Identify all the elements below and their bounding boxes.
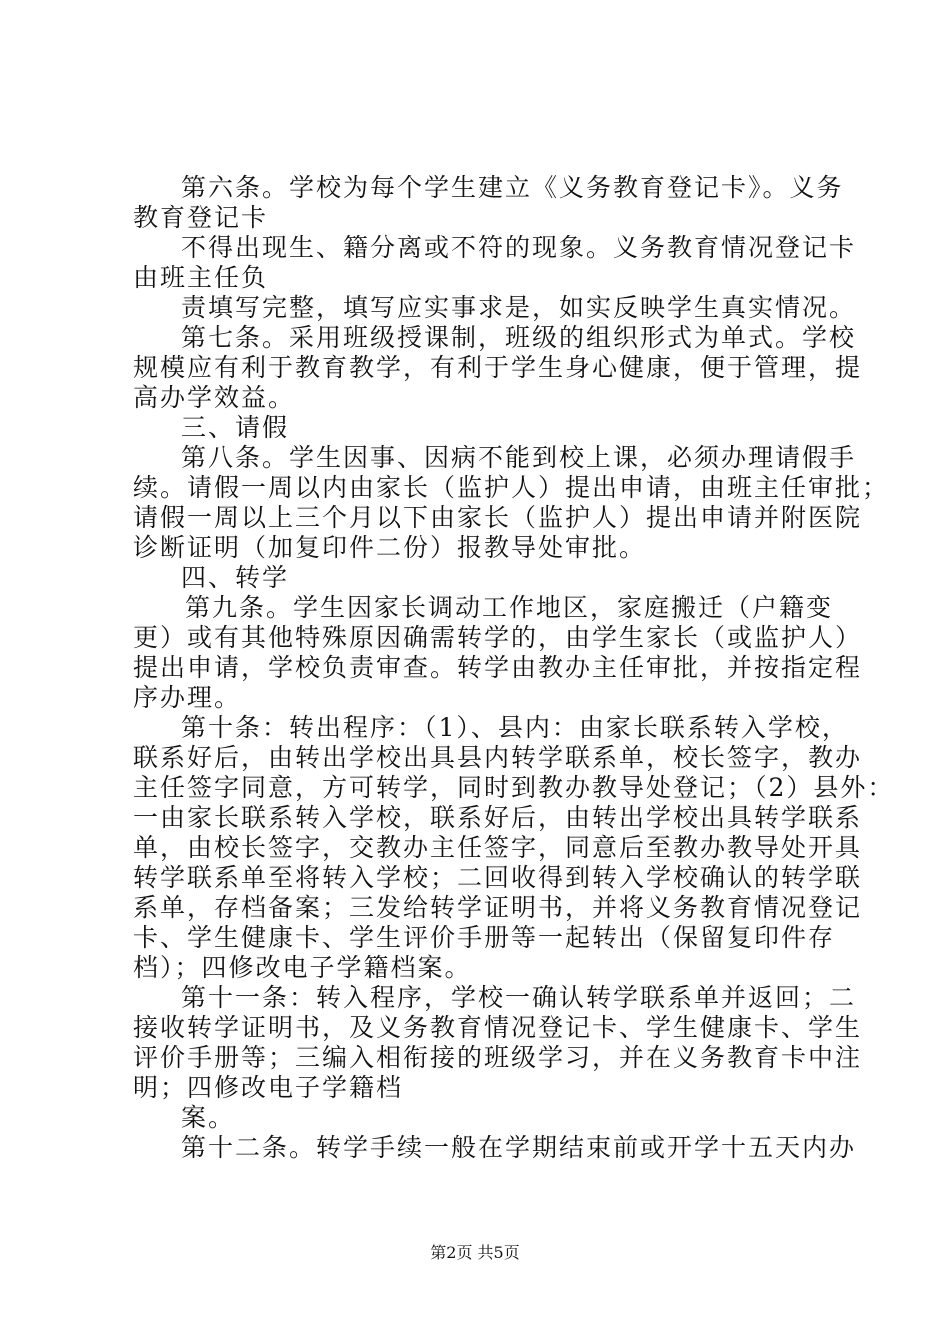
- text-line: 系单，存档备案；三发给转学证明书，并将义务教育情况登记: [133, 893, 863, 922]
- text-line: 主任签字同意，方可转学，同时到教办教导处登记；（2）县外：: [133, 773, 895, 802]
- text-line: 三、请假: [181, 413, 290, 442]
- text-line: 一由家长联系转入学校，联系好后，由转出学校出具转学联系: [133, 803, 863, 832]
- text-line: 由班主任负: [133, 263, 269, 292]
- text-line: 第十二条。转学手续一般在学期结束前或开学十五天内办: [181, 1133, 857, 1162]
- text-line: 单，由校长签字，交教办主任签字，同意后至教办教导处开具: [133, 833, 863, 862]
- text-line: 评价手册等；三编入相衔接的班级学习，并在义务教育卡中注: [133, 1043, 863, 1072]
- text-line: 第十条：转出程序：（1）、县内：由家长联系转入学校，: [181, 713, 849, 742]
- text-line: 续。请假一周以内由家长（监护人）提出申请，由班主任审批；: [133, 473, 890, 502]
- text-line: 卡、学生健康卡、学生评价手册等一起转出（保留复印件存: [133, 923, 836, 952]
- document-body: [133, 173, 895, 1163]
- text-line: 规模应有利于教育教学，有利于学生身心健康，便于管理，提: [133, 353, 863, 382]
- text-line: 明；四修改电子学籍档: [133, 1073, 404, 1102]
- text-line: 诊断证明（加复印件二份）报教导处审批。: [133, 533, 647, 562]
- text-line: 序办理。: [133, 683, 242, 712]
- text-line: 请假一周以上三个月以下由家长（监护人）提出申请并附医院: [133, 503, 863, 532]
- text-line: 不得出现生、籍分离或不符的现象。义务教育情况登记卡: [181, 233, 857, 262]
- text-line: 四、转学: [181, 563, 290, 592]
- text-line: 第八条。学生因事、因病不能到校上课，必须办理请假手: [181, 443, 857, 472]
- text-line: 提出申请，学校负责审查。转学由教办主任审批，并按指定程: [133, 653, 863, 682]
- text-line: 第九条。学生因家长调动工作地区，家庭搬迁（户籍变: [185, 593, 834, 622]
- text-line: 第十一条：转入程序，学校一确认转学联系单并返回；二: [181, 983, 857, 1012]
- text-line: 责填写完整，填写应实事求是，如实反映学生真实情况。: [181, 293, 857, 322]
- text-line: 转学联系单至将转入学校；二回收得到转入学校确认的转学联: [133, 863, 863, 892]
- text-line: 高办学效益。: [133, 383, 296, 412]
- text-line: 第六条。学校为每个学生建立《义务教育登记卡》。义务: [181, 173, 844, 202]
- text-line: 档）；四修改电子学籍档案。: [133, 953, 472, 982]
- page-footer: 第2页 共5页: [430, 1243, 520, 1262]
- text-line: 联系好后，由转出学校出具县内转学联系单，校长签字，教办: [133, 743, 863, 772]
- text-line: 更）或有其他特殊原因确需转学的，由学生家长（或监护人）: [133, 623, 863, 652]
- text-line: 第七条。采用班级授课制，班级的组织形式为单式。学校: [181, 323, 857, 352]
- text-line: 案。: [181, 1103, 236, 1132]
- text-line: 接收转学证明书，及义务教育情况登记卡、学生健康卡、学生: [133, 1013, 863, 1042]
- text-line: 教育登记卡: [133, 203, 269, 232]
